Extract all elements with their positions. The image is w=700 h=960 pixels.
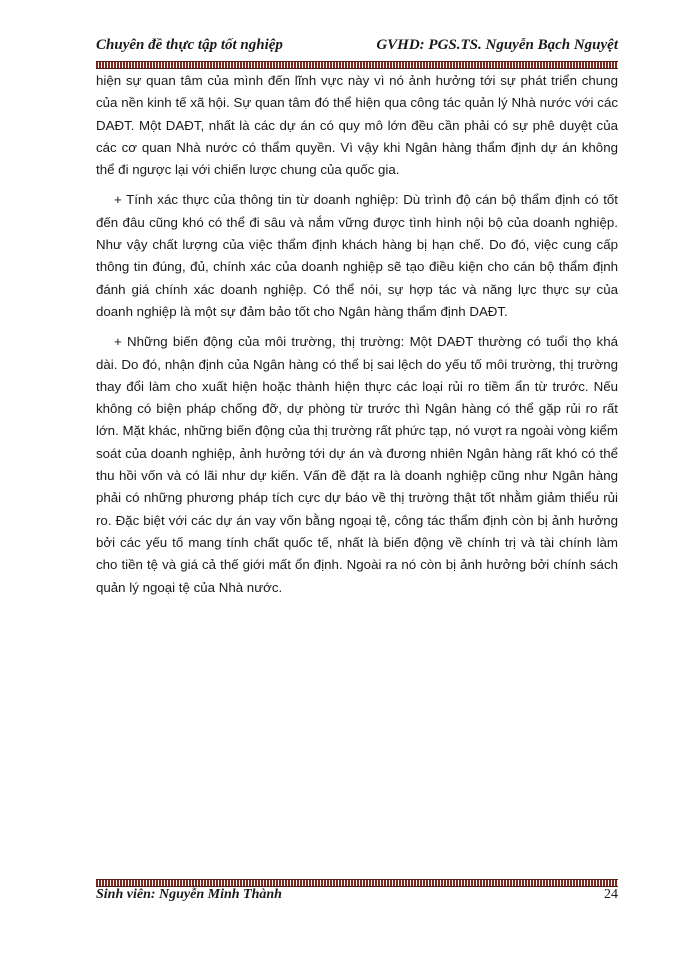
header-divider [96, 61, 618, 69]
paragraph-continuation: hiện sự quan tâm của mình đến lĩnh vực này vì nó ảnh hưởng tới sự phát triển chung của nền kinh tế xã hội. Sự quan tâm đó thể hiện qua công tác quản lý Nhà nước với các DAĐT. Một DAĐT, nhất là các dự án có quy mô lớn đều cần phải có sự phê duyệt của các cơ quan Nhà nước có thẩm quyền. Vì vậy khi Ngân hàng thẩm định dự án không thể đi ngược lại với chiến lược chung của quốc gia. [96, 73, 618, 178]
page-footer [96, 887, 618, 907]
page-header [96, 37, 618, 59]
header-supervisor: GVHD: PGS.TS. Nguyễn Bạch Nguyệt [376, 37, 618, 53]
paragraph-market-volatility: + Những biến động của môi trường, thị trường: Một DAĐT thường có tuổi thọ khá dài. Do đó, nhận định của Ngân hàng có thể bị sai lệch do yếu tố môi trường, thị trường thay đổi làm cho xuất hiện hoặc thành hiện thực các loại rủi ro tiềm ẩn từ trước. Nếu không có biện pháp chống đỡ, dự phòng từ trước thì Ngân hàng có thể gặp rủi ro rất lớn. Mặt khác, những biến động của thị trường rất phức tạp, nó vượt ra ngoài vòng kiểm soát của doanh nghiệp, ảnh hưởng tới dự án và đương nhiên Ngân hàng rất khó có thể thu hồi vốn và có lãi như dự kiến. Vấn đề đặt ra là doanh nghiệp cũng như Ngân hàng phải có những phương pháp tích cực dự báo về thị trường thật tốt nhằm giảm thiểu rủi ro. Đặc biệt với các dự án vay vốn bằng ngoại tệ, công tác thẩm định còn bị ảnh hưởng bởi các yếu tố mang tính chất quốc tế, nhất là biến động về chính trị và tài chính làm cho tiền tệ và giá cả thế giới mất ổn định. Ngoài ra nó còn bị ảnh hưởng bởi chính sách quản lý ngoại tệ của Nhà nước. [96, 334, 618, 595]
header-report-title: Chuyên đề thực tập tốt nghiệp [96, 37, 283, 53]
footer-student-name: Sinh viên: Nguyễn Minh Thành [96, 887, 282, 902]
footer-divider [96, 879, 618, 887]
page-number: 24 [604, 887, 618, 902]
paragraph-information-accuracy: + Tính xác thực của thông tin từ doanh nghiệp: Dù trình độ cán bộ thẩm định có tốt đến đâu cũng khó có thể đi sâu và nắm vững được tình hình nội bộ của doanh nghiệp. Như vậy chất lượng của việc thẩm định khách hàng bị hạn chế. Do đó, việc cung cấp thông tin đúng, đủ, chính xác của doanh nghiệp sẽ tạo điều kiện cho cán bộ thẩm định đánh giá chính xác doanh nghiệp. Có thể nói, sự hợp tác và năng lực thực sự của doanh nghiệp là một sự đảm bảo tốt cho Ngân hàng thẩm định DAĐT. [96, 192, 618, 319]
document-body [96, 70, 618, 607]
